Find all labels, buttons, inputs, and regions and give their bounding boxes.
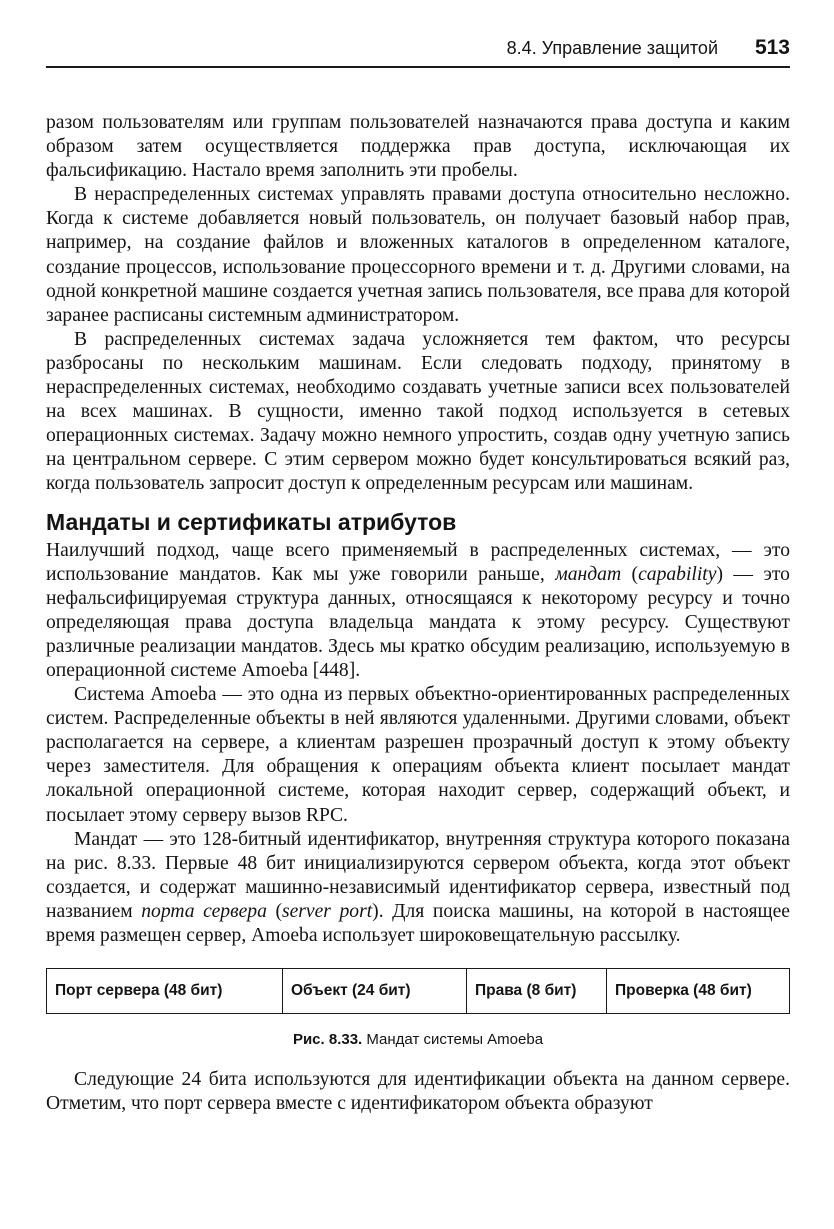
field-check: Проверка (48 бит) (615, 982, 752, 1000)
paragraph (46, 828, 790, 948)
paragraph (46, 539, 790, 684)
term: мандат (555, 563, 622, 585)
text-run: Наилучший подход, чаще всего применяемый в распределенных системах, — это использование мандатов. Как мы уже говорили раньше, (46, 539, 790, 585)
paragraph: В распределенных системах задача усложняется тем фактом, что ресурсы разбросаны по нескольким машинам. Если следовать подходу, принятому в нераспределенных системах, необходимо создавать учетные записи всех пользователей на всех машинах. В сущности, именно такой подход используется в сетевых операционных системах. Задачу можно немного упростить, создав одну учетную запись на центральном сервере. С этим сервером можно будет консультироваться всякий раз, когда пользователь запросит доступ к определенным ресурсам или машинам. (46, 328, 790, 495)
paragraph: разом пользователям или группам пользователей назначаются права доступа и каким образом затем осуществляется поддержка прав доступа, исключающая их фальсификацию. Настало время заполнить эти пробелы. (46, 112, 790, 182)
text-run: ( (621, 563, 639, 585)
figure-caption-text: Мандат системы Amoeba (362, 1031, 544, 1049)
field-object: Объект (24 бит) (283, 969, 467, 1013)
figure-number: Рис. 8.33. (292, 1031, 363, 1049)
paragraph: В нераспределенных системах управлять правами доступа относительно несложно. Когда к системе добавляется новый пользователь, он получает базовый набор прав, например, на создание файлов и вложенных каталогов в определенном каталоге, создание процессов, использование процессорного времени и т. д. Другими словами, на одной конкретной машине создается учетная запись пользователя, все права для которой заранее расписаны системным администратором. (46, 184, 790, 326)
section-title: 8.4. Управление защитой (506, 38, 718, 58)
term-english: server port (281, 900, 373, 922)
running-header (46, 36, 790, 68)
section-heading: Мандаты и сертификаты атрибутов (46, 508, 457, 535)
text-run: ) — это нефальсифицируемая структура данных, относящаяся к некоторому ресурсу и точно определяющая права доступа владельца мандата к этому ресурсу. Существуют различные реализации мандатов. Здесь мы кратко обсудим реализацию, используемую в операционной системе Amoeba [448]. (46, 563, 790, 681)
capability-structure-figure (46, 968, 790, 1014)
text-run: ). Для поиска машины, на которой в настоящее время размещен сервер, Amoeba использует широковещательную рассылку. (46, 900, 790, 946)
text-run: ( (266, 900, 282, 922)
field-rights: Права (8 бит) (467, 969, 607, 1013)
text-run: Мандат — это 128-битный идентификатор, внутренняя структура которого показана на рис. 8.33. Первые 48 бит инициализируются сервером объекта, когда этот объект создается, и содержат машинно-независимый идентификатор сервера, известный под названием (46, 828, 790, 922)
field-server-port: Порт сервера (48 бит) (47, 969, 283, 1013)
paragraph: Следующие 24 бита используются для идентификации объекта на данном сервере. Отметим, что порт сервера вместе с идентификатором объекта образуют (46, 1069, 790, 1115)
page-number: 513 (754, 36, 790, 59)
page-body (46, 111, 790, 1116)
figure-caption (46, 1030, 790, 1050)
term: порта сервера (141, 900, 267, 922)
term-english: capability (638, 563, 717, 585)
paragraph: Система Amoeba — это одна из первых объектно-ориентированных распределенных систем. Распределенные объекты в ней являются удаленными. Другими словами, объект располагается на сервере, а клиентам разрешен прозрачный доступ к этому объекту через заместителя. Для обращения к операциям объекта клиент посылает мандат локальной операционной системе, которая находит сервер, содержащий объект, и посылает этому серверу вызов RPC. (46, 684, 790, 826)
